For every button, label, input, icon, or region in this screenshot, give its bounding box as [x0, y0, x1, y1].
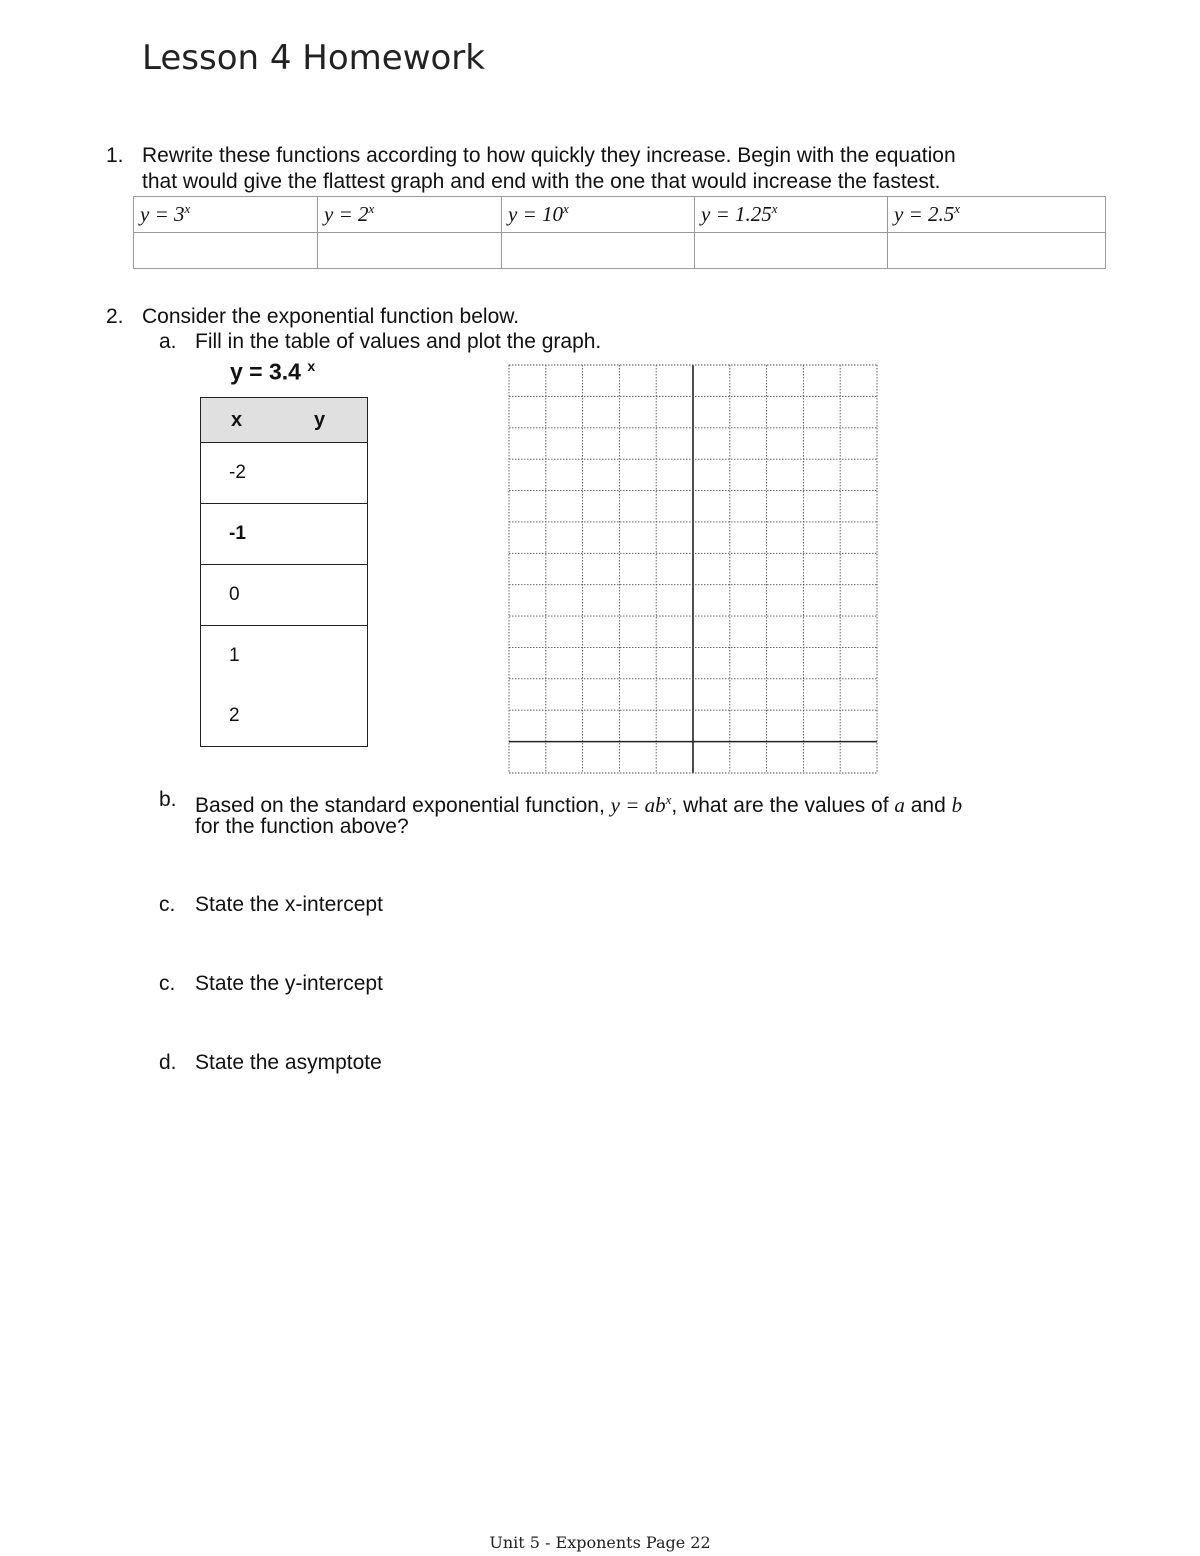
q2b-line2: for the function above?: [195, 815, 409, 838]
table-row: [201, 565, 368, 626]
q2c2-label: c.: [159, 972, 176, 995]
q2d-label: d.: [159, 1051, 177, 1074]
table-row: [201, 504, 368, 565]
q2-intro: Consider the exponential function below.: [142, 305, 520, 328]
table-row: [201, 626, 368, 687]
page-title: Lesson 4 Homework: [142, 38, 485, 78]
functions-row: [134, 197, 1106, 233]
graph-grid-svg[interactable]: [508, 364, 878, 774]
x-value: 2: [201, 686, 285, 747]
answer-cell[interactable]: [888, 233, 1106, 269]
answer-cell[interactable]: [318, 233, 502, 269]
x-column-header: x: [201, 398, 285, 443]
y-column-header: y: [284, 398, 368, 443]
values-table: [200, 397, 368, 747]
q2a-text: Fill in the table of values and plot the graph.: [195, 330, 602, 353]
y-answer-cell[interactable]: [284, 565, 368, 626]
y-answer-cell[interactable]: [284, 504, 368, 565]
q2d-text: State the asymptote: [195, 1051, 382, 1074]
q2b-label: b.: [159, 788, 177, 811]
q1-line2: that would give the flattest graph and end with the one that would increase the fastest.: [142, 170, 941, 193]
functions-table: [133, 196, 1106, 269]
y-answer-cell[interactable]: [284, 443, 368, 504]
x-value: 0: [201, 565, 285, 626]
table-row: [201, 686, 368, 747]
q2a-label: a.: [159, 330, 177, 353]
y-answer-cell[interactable]: [284, 686, 368, 747]
table-row: [201, 443, 368, 504]
q2c2-text: State the y-intercept: [195, 972, 383, 995]
function-cell: $y = 3^x$: [134, 197, 318, 233]
function-equation: y = 3.4 $^x$: [230, 358, 316, 385]
answer-row: [134, 233, 1106, 269]
page-footer: Unit 5 - Exponents Page 22: [489, 1533, 711, 1552]
q2c1-label: c.: [159, 893, 176, 916]
x-value: -2: [201, 443, 285, 504]
q2c1-text: State the x-intercept: [195, 893, 383, 916]
q1-line1: Rewrite these functions according to how quickly they increase. Begin with the equation: [142, 144, 956, 167]
q2-number: 2.: [106, 305, 124, 328]
x-value: -1: [201, 504, 285, 565]
values-table-header: [201, 398, 368, 443]
x-value: 1: [201, 626, 285, 687]
function-cell: $y = 10^x$: [502, 197, 695, 233]
q2b-text: Based on the standard exponential function, $y = ab^x$, what are the values of a and b: [195, 792, 963, 817]
answer-cell[interactable]: [134, 233, 318, 269]
answer-cell[interactable]: [695, 233, 888, 269]
function-cell: $y = 2^x$: [318, 197, 502, 233]
q1-number: 1.: [106, 144, 124, 167]
function-cell: $y = 2.5^x$: [888, 197, 1106, 233]
function-cell: $y = 1.25^x$: [695, 197, 888, 233]
answer-cell[interactable]: [502, 233, 695, 269]
y-answer-cell[interactable]: [284, 626, 368, 687]
graph-grid[interactable]: [508, 364, 878, 774]
